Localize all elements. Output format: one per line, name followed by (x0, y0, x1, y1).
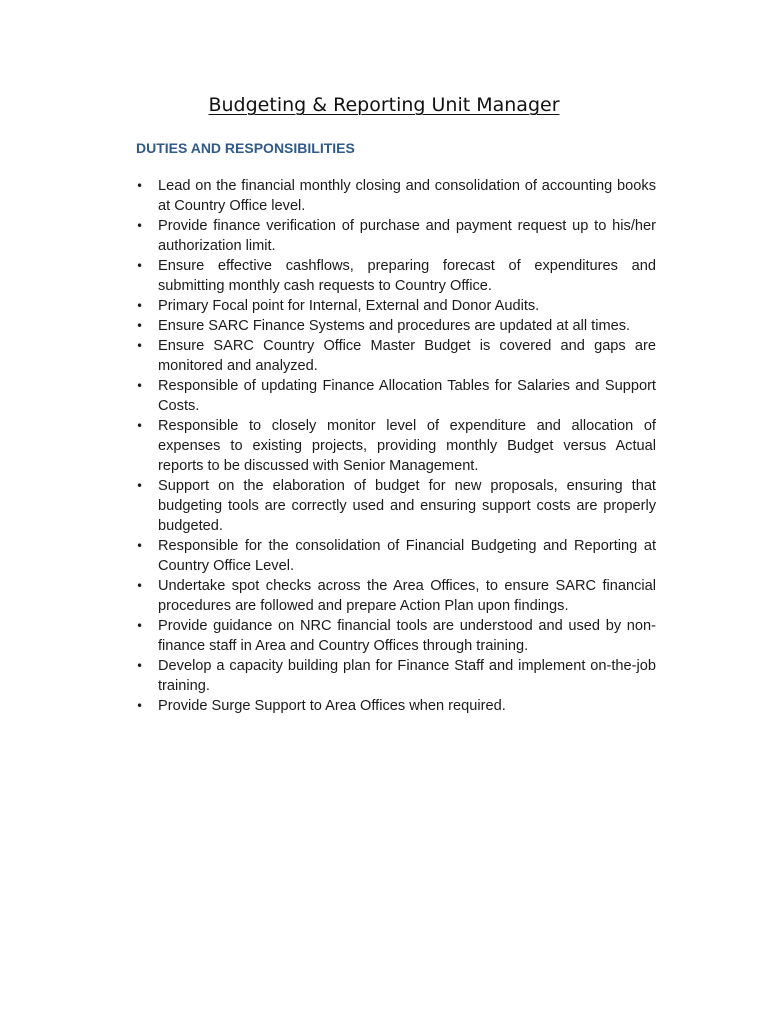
duty-text: Ensure effective cashflows, preparing forecast of expenditures and submitting monthly cash requests to Country Office. (158, 258, 656, 294)
bullet-icon: • (136, 339, 144, 353)
bullet-icon: • (136, 319, 144, 333)
list-item (136, 576, 656, 616)
duty-text: Ensure SARC Country Office Master Budget is covered and gaps are monitored and analyzed. (158, 338, 656, 374)
duties-list (136, 176, 656, 716)
list-item (136, 176, 656, 216)
list-item (136, 656, 656, 696)
bullet-icon: • (136, 699, 144, 713)
bullet-icon: • (136, 479, 144, 493)
list-item (136, 376, 656, 416)
bullet-icon: • (136, 419, 144, 433)
bullet-icon: • (136, 539, 144, 553)
duty-text: Responsible of updating Finance Allocation Tables for Salaries and Support Costs. (158, 378, 656, 414)
duty-text: Support on the elaboration of budget for new proposals, ensuring that budgeting tools are correctly used and ensuring support costs are properly budgeted. (158, 478, 656, 534)
page-title: Budgeting & Reporting Unit Manager (208, 94, 560, 116)
list-item (136, 476, 656, 536)
list-item (136, 216, 656, 256)
list-item (136, 536, 656, 576)
list-item (136, 316, 656, 336)
duty-text: Provide Surge Support to Area Offices when required. (158, 698, 506, 714)
duty-text: Undertake spot checks across the Area Offices, to ensure SARC financial procedures are followed and prepare Action Plan upon findings. (158, 578, 656, 614)
duty-text: Lead on the financial monthly closing and consolidation of accounting books at Country Office level. (158, 178, 656, 214)
bullet-icon: • (136, 619, 144, 633)
bullet-icon: • (136, 379, 144, 393)
duty-text: Responsible for the consolidation of Financial Budgeting and Reporting at Country Office Level. (158, 538, 656, 574)
duty-text: Develop a capacity building plan for Finance Staff and implement on-the-job training. (158, 658, 656, 694)
bullet-icon: • (136, 259, 144, 273)
list-item (136, 616, 656, 656)
bullet-icon: • (136, 179, 144, 193)
list-item (136, 696, 656, 716)
duty-text: Ensure SARC Finance Systems and procedures are updated at all times. (158, 318, 631, 334)
list-item (136, 416, 656, 476)
bullet-icon: • (136, 659, 144, 673)
section-heading: DUTIES AND RESPONSIBILITIES (136, 140, 355, 156)
list-item (136, 336, 656, 376)
duty-text: Primary Focal point for Internal, External and Donor Audits. (158, 298, 540, 314)
list-item (136, 256, 656, 296)
list-item (136, 296, 656, 316)
bullet-icon: • (136, 579, 144, 593)
duty-text: Provide guidance on NRC financial tools are understood and used by non-finance staff in Area and Country Offices through training. (158, 618, 656, 654)
bullet-icon: • (136, 299, 144, 313)
bullet-icon: • (136, 219, 144, 233)
duty-text: Responsible to closely monitor level of expenditure and allocation of expenses to existing projects, providing monthly Budget versus Actual reports to be discussed with Senior Management. (158, 418, 656, 474)
duty-text: Provide finance verification of purchase and payment request up to his/her authorization limit. (158, 218, 656, 254)
